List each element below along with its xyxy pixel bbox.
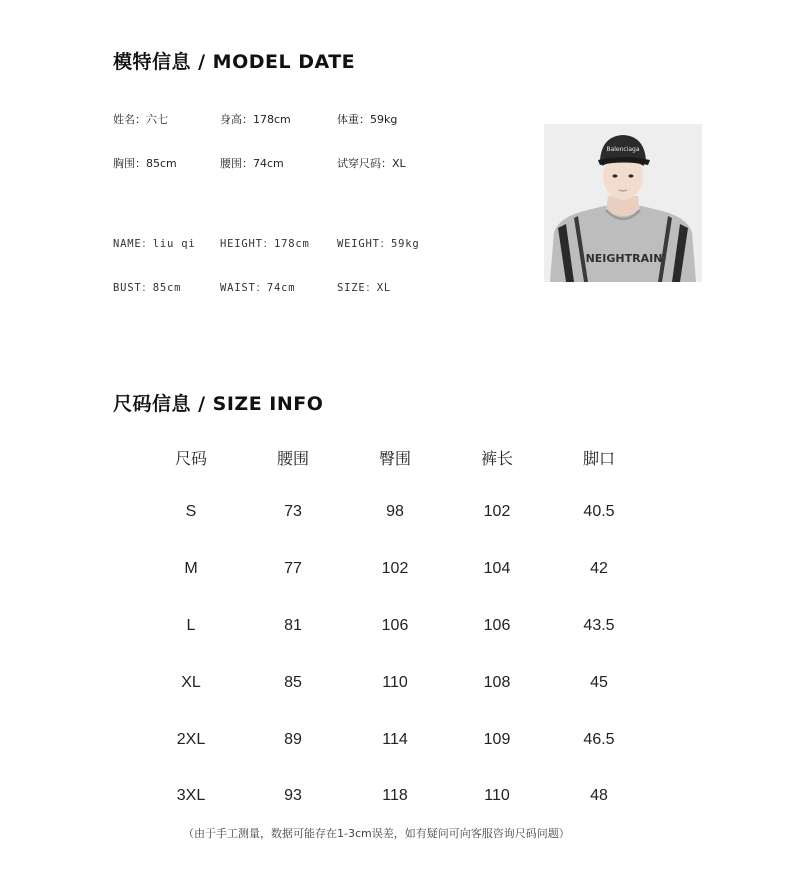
- cell-hip: 110: [382, 674, 408, 691]
- model-height-en: HEIGHT：178cm: [220, 238, 310, 250]
- cell-hem: 43.5: [583, 617, 615, 634]
- model-section-title: 模特信息 / MODEL DATE: [113, 51, 356, 73]
- cell-waist: 77: [284, 560, 302, 577]
- cell-size: XL: [181, 674, 201, 691]
- model-waist-cn: 腰围：74cm: [220, 157, 284, 170]
- cell-hem: 46.5: [583, 731, 615, 748]
- cell-length: 109: [483, 731, 511, 748]
- cell-waist: 85: [284, 674, 302, 691]
- cell-waist: 89: [284, 731, 302, 748]
- cell-hip: 98: [386, 503, 404, 520]
- model-height-cn: 身高：178cm: [220, 113, 291, 126]
- size-header-hip: 臀围: [378, 449, 411, 468]
- model-name-en: NAME：liu qi: [113, 238, 196, 250]
- cell-hem: 48: [590, 787, 608, 804]
- cap-logo: Balenciaga: [606, 146, 640, 153]
- cell-length: 110: [484, 787, 510, 804]
- cell-hip: 118: [382, 787, 408, 804]
- size-header-waist: 腰围: [276, 449, 309, 468]
- measurement-note: （由于手工测量，数据可能存在1-3cm误差，如有疑问可向客服咨询尺码问题）: [183, 827, 570, 840]
- cell-length: 106: [483, 617, 511, 634]
- model-waist-en: WAIST：74cm: [220, 282, 296, 294]
- cell-waist: 93: [284, 787, 302, 804]
- model-weight-cn: 体重：59kg: [337, 113, 398, 126]
- cell-length: 104: [483, 560, 511, 577]
- cell-length: 102: [483, 503, 511, 520]
- cell-hip: 114: [382, 731, 408, 748]
- cell-hem: 45: [590, 674, 608, 691]
- model-size-en: SIZE：XL: [337, 282, 392, 294]
- cell-size: M: [184, 560, 198, 577]
- size-header-hem: 脚口: [582, 449, 615, 468]
- model-weight-en: WEIGHT：59kg: [337, 238, 420, 250]
- model-size-cn: 试穿尺码：XL: [337, 157, 406, 170]
- cell-size: L: [186, 617, 196, 634]
- model-name-cn: 姓名：六七: [113, 113, 168, 126]
- size-section-title: 尺码信息 / SIZE INFO: [113, 393, 324, 415]
- cell-hip: 102: [381, 560, 409, 577]
- model-bust-en: BUST：85cm: [113, 282, 182, 294]
- cell-hip: 106: [381, 617, 409, 634]
- cell-size: S: [185, 503, 197, 520]
- model-photo-illustration: [544, 124, 702, 282]
- size-header-size: 尺码: [174, 449, 207, 468]
- cell-waist: 73: [284, 503, 302, 520]
- cell-size: 3XL: [176, 787, 206, 804]
- model-bust-cn: 胸围：85cm: [113, 157, 177, 170]
- shirt-logo: NEIGHTRAIN: [585, 252, 663, 265]
- model-photo: [544, 124, 702, 282]
- cell-size: 2XL: [176, 731, 206, 748]
- cell-hem: 42: [590, 560, 608, 577]
- cell-waist: 81: [284, 617, 302, 634]
- cell-length: 108: [483, 674, 511, 691]
- size-header-length: 裤长: [480, 449, 513, 468]
- cell-hem: 40.5: [583, 503, 615, 520]
